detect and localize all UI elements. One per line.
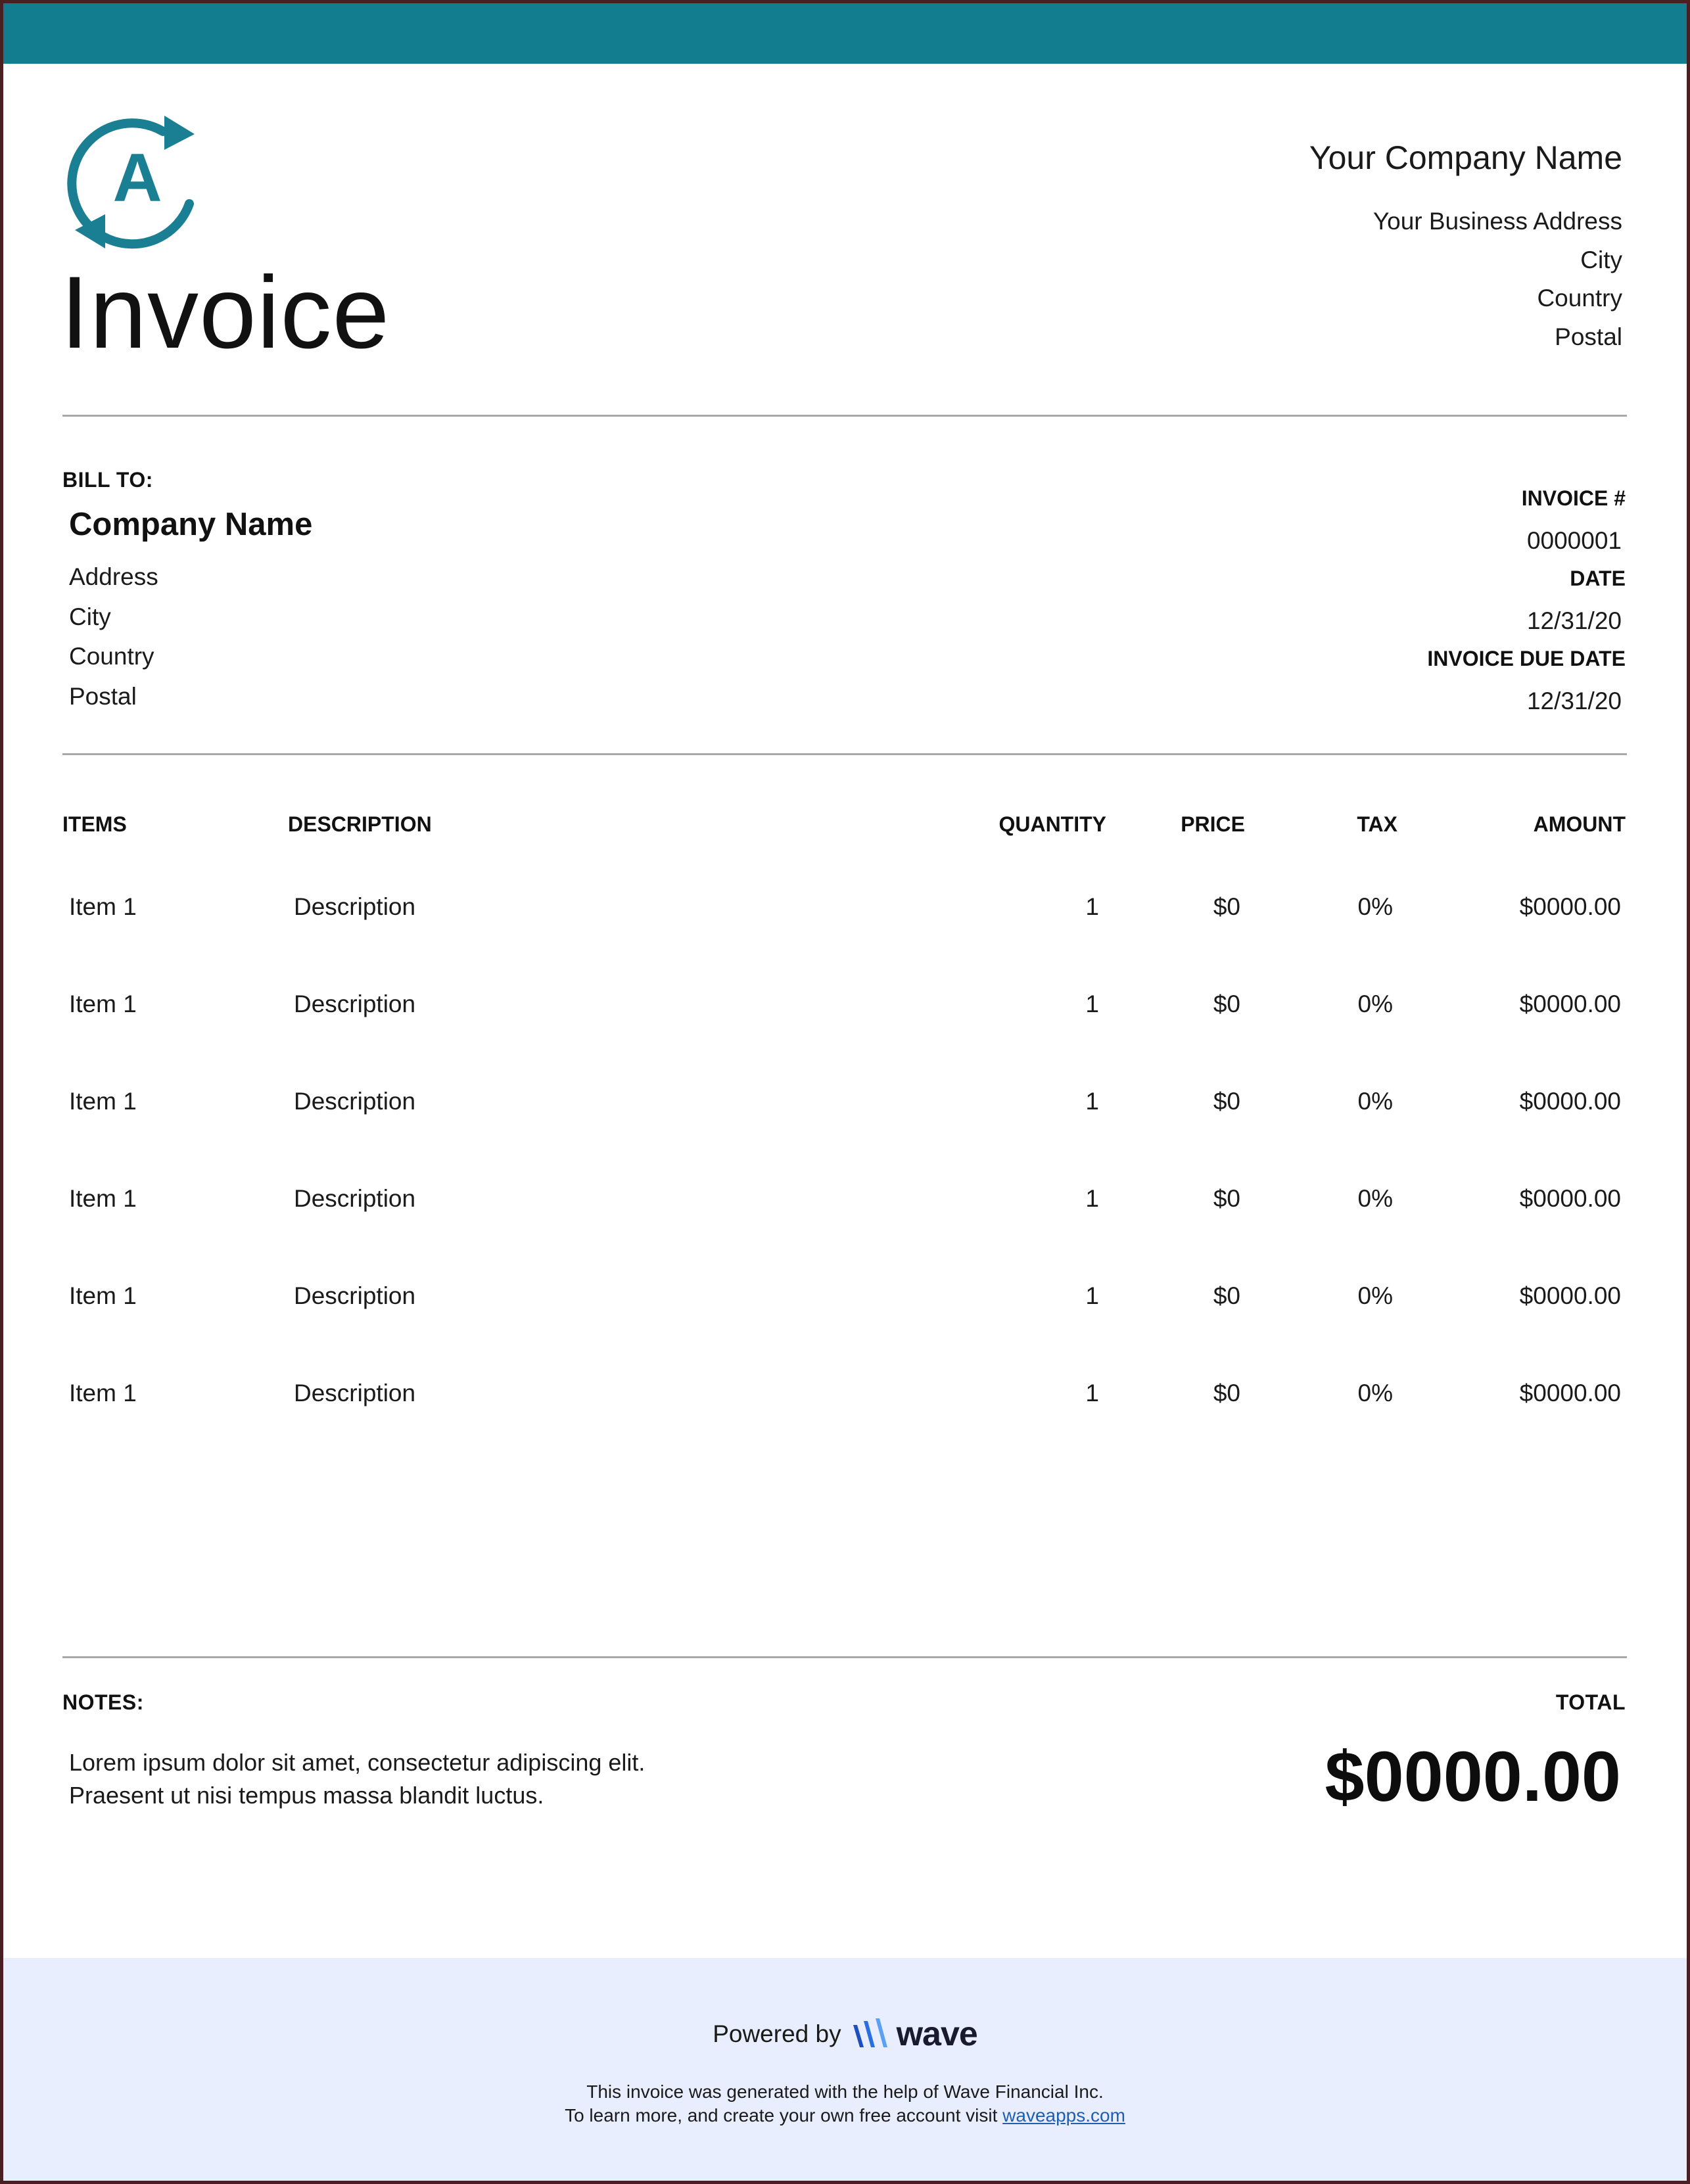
wave-brand-name: wave [896, 2015, 977, 2053]
cell-tax: 0% [1357, 1282, 1393, 1309]
cell-quantity: 1 [1085, 990, 1099, 1017]
cell-amount: $0000.00 [1519, 1088, 1621, 1115]
cell-item: Item 1 [69, 893, 137, 920]
cell-description: Description [294, 1185, 416, 1212]
sender-postal: Postal [1555, 323, 1622, 350]
invoice-meta [1427, 482, 1626, 722]
sender-city: City [1580, 246, 1622, 273]
cell-amount: $0000.00 [1519, 1282, 1621, 1309]
cell-quantity: 1 [1085, 1088, 1099, 1115]
divider [62, 1656, 1627, 1658]
cell-amount: $0000.00 [1519, 990, 1621, 1017]
cell-amount: $0000.00 [1519, 1185, 1621, 1212]
table-row [0, 1375, 1690, 1472]
cell-price: $0 [1213, 1282, 1240, 1309]
cell-tax: 0% [1357, 1380, 1393, 1406]
column-header-amount: AMOUNT [1533, 812, 1626, 836]
document-title: Invoice [60, 256, 390, 370]
cell-price: $0 [1213, 893, 1240, 920]
cell-description: Description [294, 893, 416, 920]
bill-to-label: BILL TO: [62, 468, 153, 492]
bill-to-address [69, 557, 158, 716]
notes-line: Lorem ipsum dolor sit amet, consectetur adipiscing elit. [69, 1749, 645, 1776]
sender-country: Country [1537, 285, 1622, 312]
powered-by-text: Powered by [713, 2020, 841, 2047]
cell-item: Item 1 [69, 1380, 137, 1406]
date-value: 12/31/20 [1526, 607, 1622, 634]
invoice-number-label: INVOICE # [1521, 486, 1626, 510]
column-header-price: PRICE [1181, 812, 1245, 836]
notes-label: NOTES: [62, 1690, 144, 1714]
sender-block [1309, 138, 1622, 356]
column-header-description: DESCRIPTION [288, 812, 432, 836]
bill-to-company-name: Company Name [69, 507, 313, 542]
column-header-items: ITEMS [62, 812, 127, 836]
brand-header-band [3, 3, 1687, 64]
cell-price: $0 [1213, 1380, 1240, 1406]
footer-learn-more [3, 2104, 1687, 2127]
waveapps-link[interactable]: waveapps.com [1002, 2105, 1125, 2126]
due-date-value: 12/31/20 [1526, 687, 1622, 714]
divider [62, 753, 1627, 755]
cell-item: Item 1 [69, 1282, 137, 1309]
divider [62, 415, 1627, 417]
cell-description: Description [294, 1088, 416, 1115]
cell-item: Item 1 [69, 1185, 137, 1212]
notes-line: Praesent ut nisi tempus massa blandit luctus. [69, 1782, 544, 1809]
cell-tax: 0% [1357, 893, 1393, 920]
footer-generated-note: This invoice was generated with the help of Wave Financial Inc. [586, 2081, 1104, 2102]
total-amount: $0000.00 [1325, 1736, 1621, 1816]
cell-amount: $0000.00 [1519, 893, 1621, 920]
table-row [0, 1278, 1690, 1375]
cell-tax: 0% [1357, 1088, 1393, 1115]
cell-price: $0 [1213, 990, 1240, 1017]
cell-description: Description [294, 990, 416, 1017]
sender-address-line: Your Business Address [1373, 208, 1622, 235]
table-row [0, 986, 1690, 1083]
column-header-quantity: QUANTITY [998, 812, 1106, 836]
invoice-number-value: 0000001 [1526, 527, 1622, 554]
cell-price: $0 [1213, 1185, 1240, 1212]
cell-description: Description [294, 1380, 416, 1406]
cell-tax: 0% [1357, 1185, 1393, 1212]
notes-text [69, 1746, 645, 1812]
table-row [0, 889, 1690, 986]
cell-amount: $0000.00 [1519, 1380, 1621, 1406]
cell-quantity: 1 [1085, 1185, 1099, 1212]
logo-letter: A [112, 140, 162, 216]
items-table-header [0, 811, 1690, 841]
cell-tax: 0% [1357, 990, 1393, 1017]
cell-quantity: 1 [1085, 1380, 1099, 1406]
items-table-body [0, 889, 1690, 1472]
due-date-label: INVOICE DUE DATE [1427, 647, 1626, 670]
cell-item: Item 1 [69, 1088, 137, 1115]
powered-by [3, 2014, 1687, 2054]
wave-logo-icon [849, 2016, 891, 2053]
table-row [0, 1083, 1690, 1180]
cell-description: Description [294, 1282, 416, 1309]
bill-to-city: City [69, 603, 111, 630]
circular-arrows-a-logo-icon [66, 110, 209, 254]
cell-item: Item 1 [69, 990, 137, 1017]
date-label: DATE [1570, 567, 1626, 590]
total-label: TOTAL [1555, 1690, 1626, 1714]
bill-to-country: Country [69, 643, 154, 670]
cell-quantity: 1 [1085, 893, 1099, 920]
sender-company-name: Your Company Name [1309, 139, 1622, 176]
bill-to-postal: Postal [69, 682, 137, 710]
footer-learn-more-text: To learn more, and create your own free account visit [565, 2105, 1003, 2126]
cell-quantity: 1 [1085, 1282, 1099, 1309]
cell-price: $0 [1213, 1088, 1240, 1115]
table-row [0, 1180, 1690, 1278]
column-header-tax: TAX [1357, 812, 1397, 836]
bill-to-address-line: Address [69, 563, 158, 590]
footer [3, 1958, 1687, 2181]
